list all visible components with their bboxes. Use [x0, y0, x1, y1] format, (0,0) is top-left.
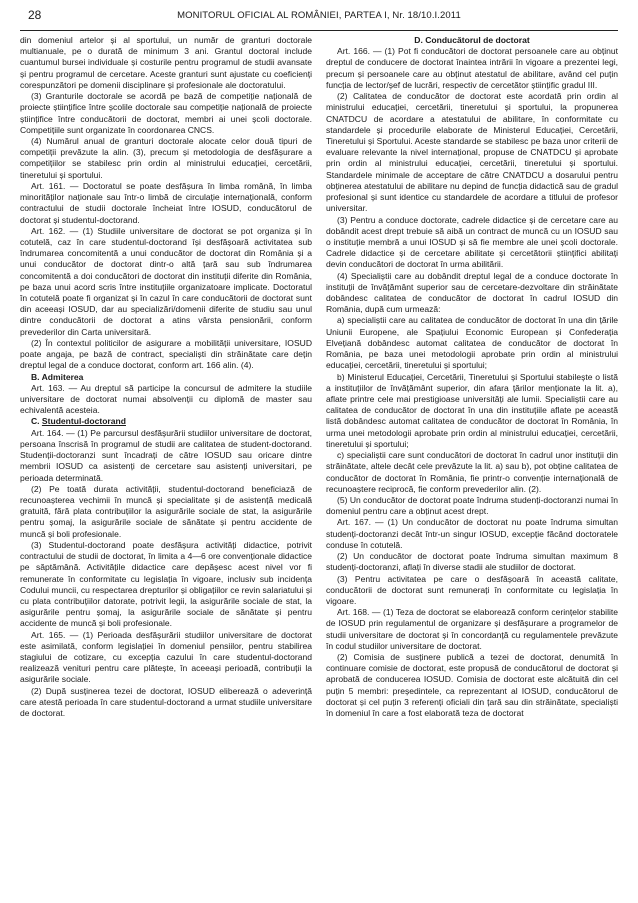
- paragraph: (5) Un conducător de doctorat poate îndruma studenți-doctoranzi numai în domeniul pentru care a obținut acest drept.: [326, 494, 618, 517]
- paragraph: Art. 163. — Au dreptul să participe la concursul de admitere la studiile universitare de doctorat numai absolvenții cu diplomă de master sau echivalentă acesteia.: [20, 382, 312, 416]
- section-heading-title: Studentul-doctorand: [41, 416, 126, 427]
- paragraph: Art. 165. — (1) Perioada desfășurării studiilor universitare de doctorat este asimilată, conform legislației în domeniul pensiilor, pentru stabilirea stagiului de cotizare, cu excepția cazului în care studentul-doctorand realizează venituri pentru care plătește, în aceeași perioadă, contribuții la asigurările sociale.: [20, 629, 312, 685]
- paragraph: (3) Pentru a conduce doctorate, cadrele didactice și de cercetare care au dobândit acest drept trebuie să aibă un contract de muncă cu un IOSUD sau o instituție membră a unui IOSUD și să fie membre ale unei școli doctorale. Cadrele didactice și de cercetare abilitate și cercetătorii științifici abilitați devin conducători de doctorat în urma abilitării.: [326, 214, 618, 270]
- page-number: 28: [28, 8, 42, 22]
- paragraph: c) specialiștii care sunt conducători de doctorat în cadrul unor instituții din străinătate, altele decât cele prevăzute la lit. a) sau b), pot obține calitatea de conducător de doctorat în România, fie printr-o convenție internațională de recunoaștere reciprocă, fie conform prevederilor alin. (2).: [326, 450, 618, 494]
- paragraph: (4) Numărul anual de granturi doctorale alocate celor două tipuri de competiții prevăzute la alin. (3), precum și metodologia de desfășurare a competițiilor se stabilesc prin ordin al ministrului educației, cercetării, tineretului și sportului.: [20, 135, 312, 180]
- publication-title: MONITORUL OFICIAL AL ROMÂNIEI, PARTEA I, Nr. 18/10.I.2011: [177, 10, 461, 21]
- paragraph: (2) Calitatea de conducător de doctorat este acordată prin ordin al ministrului educației, cercetării, tineretului și sportului, la propunerea CNATDCU de acordare a atestatului de abilitare, în conformitate cu standardele și procedurile elaborate de Ministerul Educației, Cercetării, Tineretului și Sportului. Aceste standarde se stabilesc pe baza unor criterii de evaluare relevante la nivel internațional, propuse de CNATDCU și aprobate prin ordin al ministrului educației, cercetării, tineretului și sportului. Standardele minimale de acceptare de către CNATDCU a dosarului pentru obținerea atestatului de abilitare nu depind de funcția didactică sau de gradul profesional și sunt identice cu standardele de acordare a titlului de profesor universitar.: [326, 91, 618, 214]
- left-column: [20, 35, 312, 897]
- paragraph: Art. 161. — Doctoratul se poate desfășura în limba română, în limba minorităților naționale sau într-o limbă de circulație internațională, conform contractului de studii doctorale încheiat între IOSUD, conducătorul de doctorat și studentul-doctorand.: [20, 180, 312, 225]
- right-column: [326, 35, 618, 897]
- paragraph: Art. 167. — (1) Un conducător de doctorat nu poate îndruma simultan studenți-doctoranzi decât într-un singur IOSUD, excepție făcând doctoratele conduse în cotutelă.: [326, 517, 618, 550]
- paragraph: (3) Granturile doctorale se acordă pe bază de competiție națională de proiecte științifice între școlile doctorale sau competiție națională de proiecte științifice între conducătorii de doctorat, membri ai unei școli doctorale. Competițiile sunt organizate în coordonarea CNCS.: [20, 91, 312, 135]
- paragraph: a) specialiștii care au calitatea de conducător de doctorat în una din țările Uniunii Europene, ale Spațiului Economic European și Confederația Elvețiană dobândesc automat calitatea de conducător de doctorat în România, pe baza unei metodologii aprobate prin ordin al ministrului educației, cercetării, tineretului și sportului;: [326, 315, 618, 371]
- paragraph: Art. 168. — (1) Teza de doctorat se elaborează conform cerințelor stabilite de IOSUD prin regulamentul de organizare și desfășurare a programelor de studii universitare de doctorat și în concordanță cu regulamentele prevăzute în codul studiilor universitare de doctorat.: [326, 607, 618, 651]
- paragraph: (3) Studentul-doctorand poate desfășura activități didactice, potrivit contractului de studii de doctorat, în limita a 4—6 ore convenționale didactice pe săptămână. Activitățile didactice care depășesc acest nivel vor fi remunerate în conformitate cu legislația în vigoare, inclusiv sub incidența Codului muncii, cu respectarea drepturilor și obligațiilor ce revin salariatului și cu plata contribuțiilor datorate, potrivit legii, la asigurările sociale de stat, la asigurările pentru șomaj, la asigurările sociale de sănătate și pentru accidente de muncă și boli profesionale.: [20, 539, 312, 629]
- paragraph: (3) Pentru activitatea pe care o desfășoară în această calitate, conducătorii de doctorat sunt remunerați în conformitate cu legislația în vigoare.: [326, 573, 618, 606]
- section-heading: D. Conducătorul de doctorat: [414, 35, 530, 45]
- paragraph: b) Ministerul Educației, Cercetării, Tineretului și Sportului stabilește o listă a instituțiilor de învățământ superior, din afara țărilor menționate la lit. a), aflate printre cele mai prestigioase universități ale lumii. Specialiștii care au calitatea de conducător de doctorat în una din instituțiile aflate pe această listă dobândesc automat calitatea de conducător de doctorat în România, în urma unei metodologii aprobate prin ordin al ministrului educației, cercetării, tineretului și sportului;: [326, 371, 618, 449]
- paragraph: din domeniul artelor și al sportului, un număr de granturi doctorale multianuale, pe o durată de minimum 3 ani. Grantul doctoral include cuantumul bursei individuale și costurile pentru programul de studii avansate și pentru programul de cercetare. Aceste granturi sunt ajustate cu coeficienți corespunzători pe domenii disciplinare și profesionale ale doctoratului.: [20, 35, 312, 90]
- paragraph: Art. 166. — (1) Pot fi conducători de doctorat persoanele care au obținut dreptul de conducere de doctorat înaintea intrării în vigoare a prezentei legi, precum și persoanele care au obținut atestatul de abilitare, având cel puțin funcția de lector/șef de lucrări, respectiv de cercetător științific gradul III.: [326, 46, 618, 90]
- paragraph: (2) După susținerea tezei de doctorat, IOSUD eliberează o adeverință care atestă perioada în care studentul-doctorand a urmat studiile universitare de doctorat.: [20, 685, 312, 719]
- paragraph: (4) Specialiștii care au dobândit dreptul legal de a conduce doctorate în instituții de învățământ superior sau de cercetare-dezvoltare din străinătate dobândesc calitatea de conducător de doctorat în cadrul IOSUD din România, după cum urmează:: [326, 270, 618, 315]
- section-heading-prefix: C.: [31, 416, 42, 427]
- section-heading: [20, 416, 312, 427]
- paragraph: Art. 164. — (1) Pe parcursul desfășurării studiilor universitare de doctorat, persoana înscrisă în programul de studii are calitatea de student-doctorand. Studenții-doctoranzi sunt încadrați de către IOSUD sau oricare dintre membrii IOSUD ca asistenți de cercetare sau asistenți universitari, pe perioada determinată.: [20, 427, 312, 483]
- page-header: [20, 8, 618, 28]
- paragraph: (2) Comisia de susținere publică a tezei de doctorat, denumită în continuare comisie de doctorat, este propusă de conducătorul de doctorat și aprobată de conducerea IOSUD. Comisia de doctorat este alcătuită din cel puțin 5 membri: președintele, ca reprezentant al IOSUD, conducătorul de doctorat și cel puțin 3 referenți oficiali din țară sau din străinătate, specialiști în domeniul în care a fost elaborată teza de doctorat: [326, 652, 618, 719]
- section-heading: B. Admiterea: [31, 371, 84, 382]
- header-rule: [20, 30, 618, 31]
- paragraph: Art. 162. — (1) Studiile universitare de doctorat se pot organiza și în cotutelă, caz în care studentul-doctorand își desfășoară activitatea sub îndrumarea concomitentă a unui conducător de doctorat din România și a unui conducător de doctorat dintr-o altă țară sau sub îndrumarea concomitentă a doi conducători de doctorat din instituții diferite din România, pe baza unui acord scris între instituțiile organizatoare implicate. Doctoratul în cotutelă poate fi organizat și în cazul în care conducătorii de doctorat sunt din aceeași IOSUD, dar au specializări/domenii diferite de studiu sau unul dintre conducătorii de doctorat a atins vârsta pensionării, conform prevederilor din Carta universitară.: [20, 225, 312, 337]
- paragraph: (2) Un conducător de doctorat poate îndruma simultan maximum 8 studenți-doctoranzi, aflați în diverse stadii ale studiilor de doctorat.: [326, 551, 618, 573]
- paragraph: (2) Pe toată durata activității, studentul-doctorand beneficiază de recunoașterea vechimii în muncă și specialitate și de asistență medicală gratuită, fără plata contribuțiilor la asigurările sociale de stat, la asigurările pentru șomaj, la asigurările sociale de sănătate și pentru accidente de muncă și boli profesionale.: [20, 483, 312, 539]
- paragraph: (2) În contextul politicilor de asigurare a mobilității universitare, IOSUD poate angaja, pe bază de contract, specialiști din străinătate care dețin dreptul legal de a conduce doctorat, conform art. 166 alin. (4).: [20, 337, 312, 371]
